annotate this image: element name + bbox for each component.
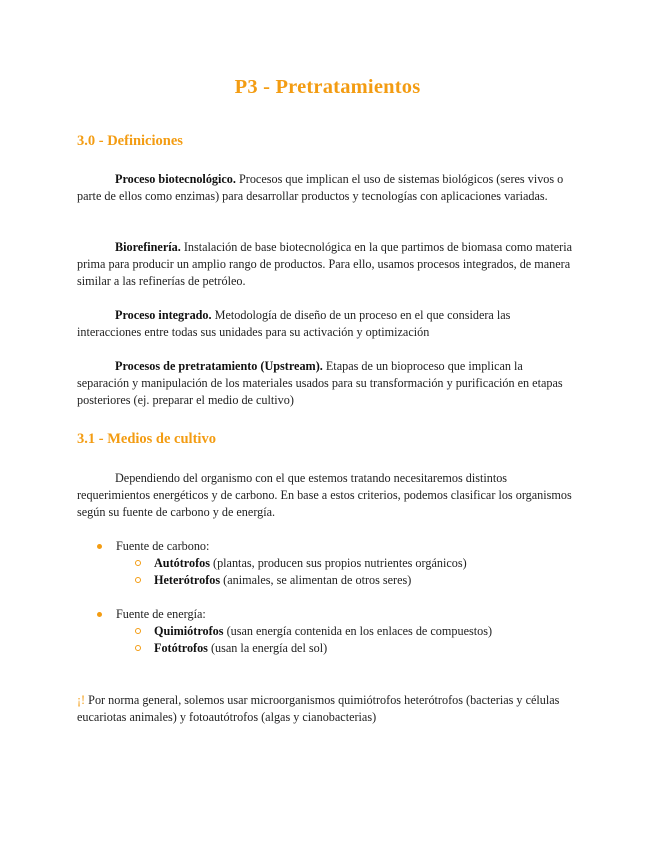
section-heading-medios-de-cultivo: 3.1 - Medios de cultivo <box>77 431 216 447</box>
bullet-circle-icon <box>135 560 141 566</box>
sub-item-text: (plantas, producen sus propios nutrientes orgánicos) <box>209 556 467 570</box>
bullet-dot-icon <box>97 612 102 617</box>
sub-item-text: (animales, se alimentan de otros seres) <box>220 573 412 587</box>
intro-paragraph: Dependiendo del organismo con el que estemos tratando necesitaremos distintos requerimientos energéticos y de carbono. En base a estos criterios, podemos clasificar los organismos según su fuente de carbono y de energía. <box>77 471 572 520</box>
definition-text: Etapas de un bioproceso que implican la separación y manipulación de los materiales usados para su transformación y purificación en etapas posteriores (ej. preparar el medio de cultivo) <box>77 359 563 408</box>
list-item-label: Fuente de carbono: <box>116 539 210 553</box>
bullet-circle-icon <box>135 577 141 583</box>
bullet-dot-icon <box>97 544 102 549</box>
definition-proceso-biotecnologico <box>77 171 577 205</box>
definition-text: Instalación de base biotecnológica en la que partimos de biomasa como materia prima para producir un amplio rango de productos. Para ello, usamos procesos integrados, de manera similar a las refinerías de petróleo. <box>77 240 572 289</box>
sub-item-term: Heterótrofos <box>154 573 221 587</box>
definition-term: Procesos de pretratamiento (Upstream). <box>115 359 323 373</box>
note-text: Por norma general, solemos usar microorganismos quimiótrofos heterótrofos (bacterias y células eucariotas animales) y fotoautótrofos (algas y cianobacterias) <box>77 693 560 725</box>
section-heading-definiciones: 3.0 - Definiciones <box>77 133 183 149</box>
sub-item-term: Quimiótrofos <box>154 624 224 638</box>
definition-biorefineria <box>77 239 577 291</box>
definition-text: Procesos que implican el uso de sistemas biológicos (seres vivos o parte de ellos como enzimas) para desarrollar productos y tecnologías con aplicaciones variadas. <box>77 172 564 204</box>
sub-item-term: Fotótrofos <box>154 641 208 655</box>
definition-term: Biorefinería. <box>115 240 181 254</box>
note-paragraph <box>77 692 577 726</box>
bullet-circle-icon <box>135 628 141 634</box>
sub-item-term: Autótrofos <box>154 556 210 570</box>
sub-item-text: (usan la energía del sol) <box>207 641 328 655</box>
sub-item-text: (usan energía contenida en los enlaces de compuestos) <box>223 624 492 638</box>
definition-text: Metodología de diseño de un proceso en el que considera las interacciones entre todas sus unidades para su activación y optimización <box>77 308 511 340</box>
list-item-label: Fuente de energía: <box>116 607 206 621</box>
definition-term: Proceso biotecnológico. <box>115 172 236 186</box>
definition-procesos-pretratamiento <box>77 358 577 410</box>
page-title: P3 - Pretratamientos <box>234 76 421 98</box>
definition-term: Proceso integrado. <box>115 308 212 322</box>
bullet-circle-icon <box>135 645 141 651</box>
exclamation-icon: ¡! <box>77 693 86 707</box>
definition-proceso-integrado <box>77 307 577 341</box>
